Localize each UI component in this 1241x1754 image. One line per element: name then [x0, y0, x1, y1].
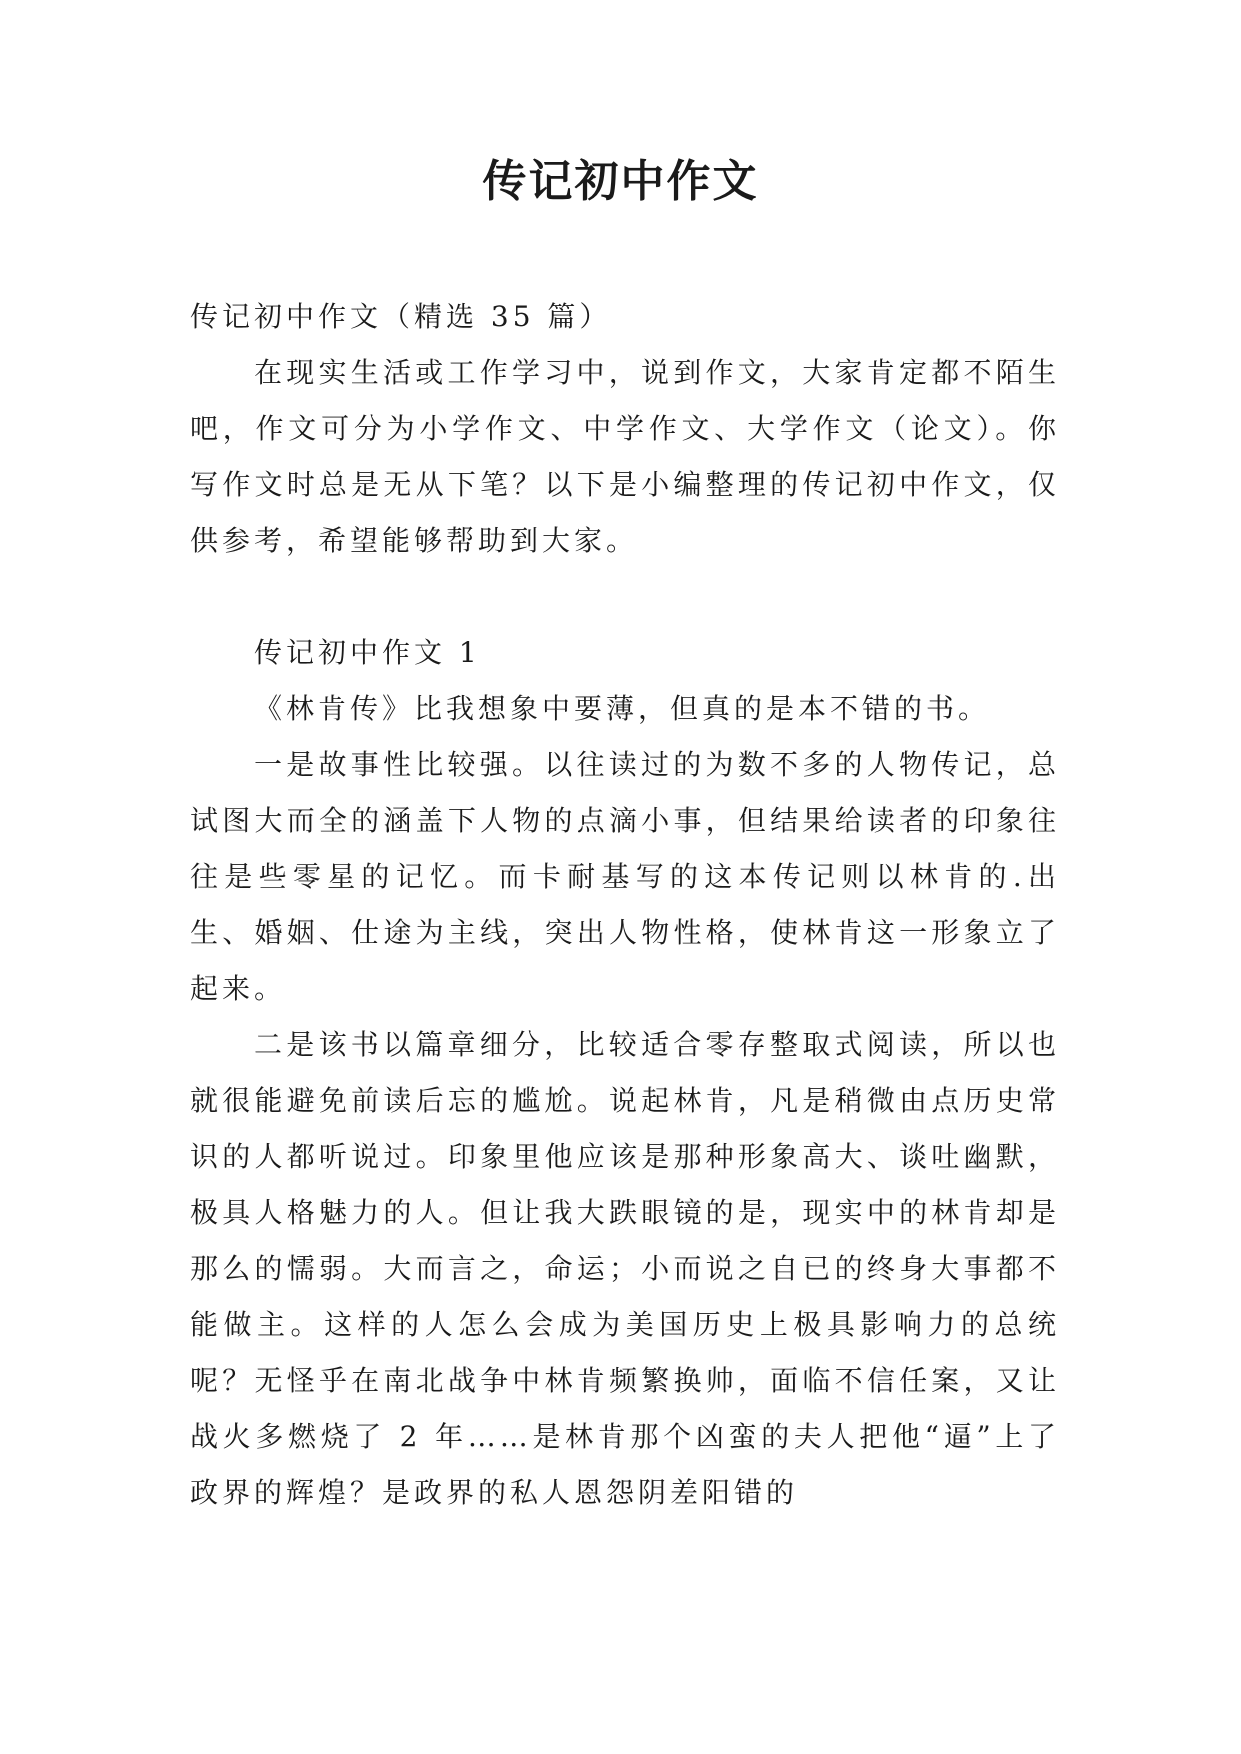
body-paragraph: 一是故事性比较强。以往读过的为数不多的人物传记，总试图大而全的涵盖下人物的点滴小事，但结果给读者的印象往往是些零星的记忆。而卡耐基写的这本传记则以林肯的.出生、婚姻、仕途为主线，突出人物性格，使林肯这一形象立了起来。 [190, 748, 1060, 1005]
document-subtitle: 传记初中作文（精选 35 篇） [190, 300, 612, 333]
body-paragraph: 二是该书以篇章细分，比较适合零存整取式阅读，所以也就很能避免前读后忘的尴尬。说起林肯，凡是稍微由点历史常识的人都听说过。印象里他应该是那种形象高大、谈吐幽默，极具人格魅力的人。但让我大跌眼镜的是，现实中的林肯却是那么的懦弱。大而言之，命运；小而说之自已的终身大事都不能做主。这样的人怎么会成为美国历史上极具影响力的总统呢？无怪乎在南北战争中林肯频繁换帅，面临不信任案，又让战火多燃烧了 2 年……是林肯那个凶蛮的夫人把他“逼”上了政界的辉煌？是政界的私人恩怨阴差阳错的 [190, 1028, 1060, 1509]
section-spacer [190, 569, 1060, 625]
document-body [190, 289, 1060, 1521]
intro-paragraph: 在现实生活或工作学习中，说到作文，大家肯定都不陌生吧，作文可分为小学作文、中学作文、大学作文（论文）。你写作文时总是无从下笔？以下是小编整理的传记初中作文，仅供参考，希望能够帮助到大家。 [190, 356, 1060, 557]
body-paragraph: 《林肯传》比我想象中要薄，但真的是本不错的书。 [254, 692, 991, 725]
section-heading: 传记初中作文 1 [254, 636, 481, 669]
document-title: 传记初中作文 [482, 156, 759, 207]
